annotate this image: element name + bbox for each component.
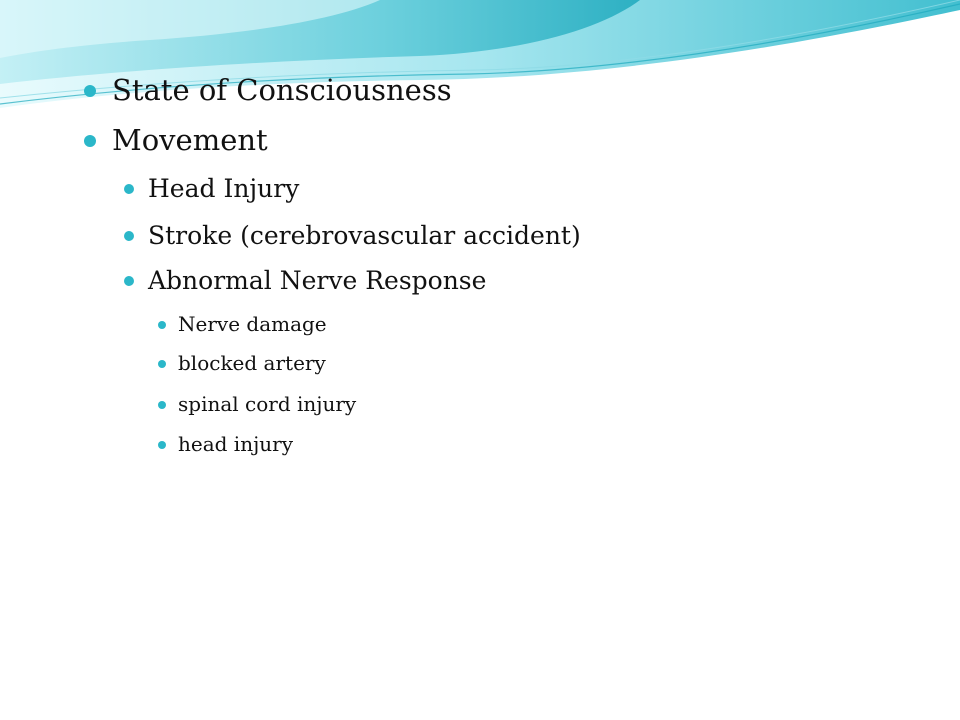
list-item-text: head injury [178, 432, 294, 456]
list-item [178, 314, 327, 334]
list-item-text: blocked artery [178, 351, 326, 375]
list-item-text: Nerve damage [178, 312, 327, 336]
bullet-dot [84, 85, 96, 97]
bullet-dot [124, 184, 134, 194]
list-item [178, 353, 326, 373]
list-item-text: spinal cord injury [178, 392, 357, 416]
list-item [178, 394, 356, 414]
list-item-text: Head Injury [148, 174, 300, 203]
list-item [148, 268, 486, 293]
list-item-text: Movement [112, 123, 268, 157]
list-item [112, 73, 452, 107]
list-item [112, 123, 268, 157]
bullet-dot [124, 231, 134, 241]
bullet-dot [84, 135, 96, 147]
list-item-text: Abnormal Nerve Response [148, 266, 487, 295]
list-item [148, 176, 299, 201]
bullet-dot [124, 276, 134, 286]
bullet-dot [158, 321, 166, 329]
bullet-dot [158, 360, 166, 368]
bullet-dot [158, 401, 166, 409]
bullet-dot [158, 441, 166, 449]
list-item-text: Stroke (cerebrovascular accident) [148, 221, 581, 250]
list-item [178, 434, 293, 454]
list-item-text: State of Consciousness [112, 73, 452, 107]
list-item [148, 223, 581, 248]
